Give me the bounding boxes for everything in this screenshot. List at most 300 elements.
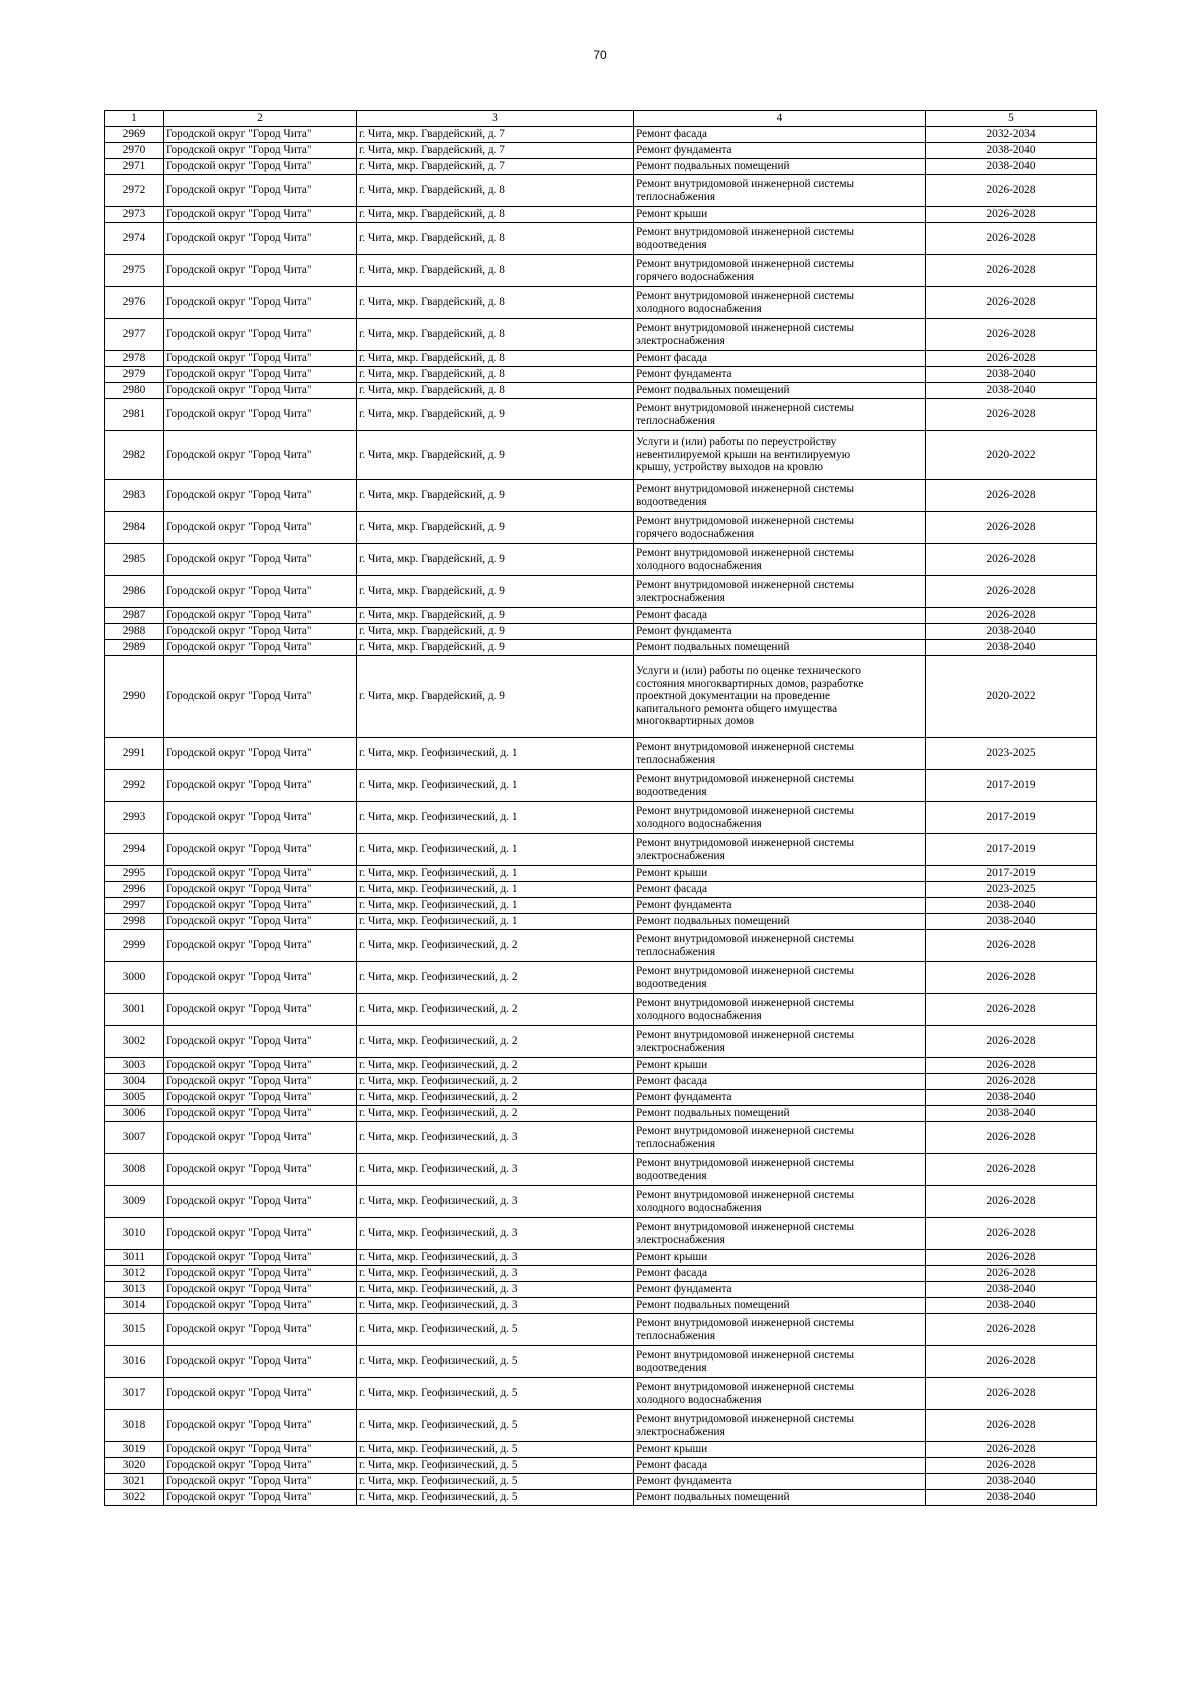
period-cell: 2020-2022 <box>926 431 1097 480</box>
address-cell: г. Чита, мкр. Геофизический, д. 2 <box>357 994 634 1026</box>
row-number: 3008 <box>105 1154 164 1186</box>
period-cell: 2017-2019 <box>926 834 1097 866</box>
row-number: 3015 <box>105 1314 164 1346</box>
address-cell: г. Чита, мкр. Гвардейский, д. 8 <box>357 383 634 399</box>
row-number: 2977 <box>105 319 164 351</box>
municipality-cell: Городской округ "Город Чита" <box>164 962 357 994</box>
row-number: 2979 <box>105 367 164 383</box>
address-cell: г. Чита, мкр. Гвардейский, д. 7 <box>357 159 634 175</box>
work-type-cell: Ремонт внутридомовой инженерной системы холодного водоснабжения <box>634 287 926 319</box>
municipality-cell: Городской округ "Город Чита" <box>164 882 357 898</box>
address-cell: г. Чита, мкр. Геофизический, д. 3 <box>357 1154 634 1186</box>
work-type-cell: Ремонт внутридомовой инженерной системы электроснабжения <box>634 576 926 608</box>
municipality-cell: Городской округ "Город Чита" <box>164 1314 357 1346</box>
municipality-cell: Городской округ "Город Чита" <box>164 770 357 802</box>
table-row <box>105 431 1097 480</box>
municipality-cell: Городской округ "Город Чита" <box>164 1346 357 1378</box>
table-row <box>105 1058 1097 1074</box>
address-cell: г. Чита, мкр. Гвардейский, д. 8 <box>357 223 634 255</box>
row-number: 2991 <box>105 738 164 770</box>
period-cell: 2023-2025 <box>926 738 1097 770</box>
municipality-cell: Городской округ "Город Чита" <box>164 127 357 143</box>
work-type-cell: Ремонт крыши <box>634 866 926 882</box>
address-cell: г. Чита, мкр. Геофизический, д. 3 <box>357 1282 634 1298</box>
municipality-cell: Городской округ "Город Чита" <box>164 512 357 544</box>
row-number: 3014 <box>105 1298 164 1314</box>
period-cell: 2032-2034 <box>926 127 1097 143</box>
municipality-cell: Городской округ "Город Чита" <box>164 431 357 480</box>
address-cell: г. Чита, мкр. Геофизический, д. 5 <box>357 1474 634 1490</box>
table-row <box>105 930 1097 962</box>
period-cell: 2026-2028 <box>926 1442 1097 1458</box>
period-cell: 2026-2028 <box>926 1154 1097 1186</box>
table-row <box>105 1154 1097 1186</box>
work-type-cell: Ремонт крыши <box>634 207 926 223</box>
table-row <box>105 287 1097 319</box>
row-number: 2995 <box>105 866 164 882</box>
row-number: 2971 <box>105 159 164 175</box>
table-row <box>105 1266 1097 1282</box>
row-number: 3002 <box>105 1026 164 1058</box>
work-type-cell: Ремонт крыши <box>634 1058 926 1074</box>
row-number: 2994 <box>105 834 164 866</box>
address-cell: г. Чита, мкр. Гвардейский, д. 7 <box>357 143 634 159</box>
period-cell: 2026-2028 <box>926 1058 1097 1074</box>
municipality-cell: Городской округ "Город Чита" <box>164 930 357 962</box>
address-cell: г. Чита, мкр. Геофизический, д. 5 <box>357 1346 634 1378</box>
work-type-cell: Ремонт внутридомовой инженерной системы теплоснабжения <box>634 738 926 770</box>
municipality-cell: Городской округ "Город Чита" <box>164 1090 357 1106</box>
period-cell: 2026-2028 <box>926 608 1097 624</box>
row-number: 3006 <box>105 1106 164 1122</box>
column-header-2: 2 <box>164 111 357 127</box>
work-type-cell: Ремонт внутридомовой инженерной системы теплоснабжения <box>634 1122 926 1154</box>
row-number: 2978 <box>105 351 164 367</box>
table-row <box>105 1490 1097 1506</box>
work-type-cell: Ремонт внутридомовой инженерной системы электроснабжения <box>634 319 926 351</box>
row-number: 3019 <box>105 1442 164 1458</box>
municipality-cell: Городской округ "Город Чита" <box>164 351 357 367</box>
address-cell: г. Чита, мкр. Геофизический, д. 3 <box>357 1266 634 1282</box>
work-type-cell: Ремонт внутридомовой инженерной системы водоотведения <box>634 1346 926 1378</box>
table-row <box>105 576 1097 608</box>
work-type-cell: Ремонт крыши <box>634 1442 926 1458</box>
work-type-cell: Ремонт фасада <box>634 1458 926 1474</box>
table-row <box>105 656 1097 738</box>
address-cell: г. Чита, мкр. Гвардейский, д. 8 <box>357 287 634 319</box>
address-cell: г. Чита, мкр. Геофизический, д. 1 <box>357 802 634 834</box>
work-type-cell: Ремонт внутридомовой инженерной системы электроснабжения <box>634 834 926 866</box>
address-cell: г. Чита, мкр. Геофизический, д. 2 <box>357 1074 634 1090</box>
period-cell: 2026-2028 <box>926 255 1097 287</box>
table-row <box>105 1186 1097 1218</box>
address-cell: г. Чита, мкр. Геофизический, д. 2 <box>357 1026 634 1058</box>
address-cell: г. Чита, мкр. Геофизический, д. 5 <box>357 1458 634 1474</box>
table-row <box>105 738 1097 770</box>
period-cell: 2026-2028 <box>926 1314 1097 1346</box>
row-number: 2990 <box>105 656 164 738</box>
table-row <box>105 1474 1097 1490</box>
table-row <box>105 624 1097 640</box>
table-row <box>105 962 1097 994</box>
work-type-cell: Ремонт внутридомовой инженерной системы водоотведения <box>634 480 926 512</box>
row-number: 3020 <box>105 1458 164 1474</box>
address-cell: г. Чита, мкр. Геофизический, д. 2 <box>357 1090 634 1106</box>
table-row <box>105 914 1097 930</box>
period-cell: 2026-2028 <box>926 480 1097 512</box>
table-row <box>105 255 1097 287</box>
table-row <box>105 802 1097 834</box>
period-cell: 2020-2022 <box>926 656 1097 738</box>
table-row <box>105 898 1097 914</box>
work-type-cell: Ремонт внутридомовой инженерной системы горячего водоснабжения <box>634 255 926 287</box>
work-type-cell: Ремонт внутридомовой инженерной системы водоотведения <box>634 770 926 802</box>
table-row <box>105 1314 1097 1346</box>
table-row <box>105 1298 1097 1314</box>
row-number: 3007 <box>105 1122 164 1154</box>
period-cell: 2023-2025 <box>926 882 1097 898</box>
municipality-cell: Городской округ "Город Чита" <box>164 544 357 576</box>
municipality-cell: Городской округ "Город Чита" <box>164 1186 357 1218</box>
row-number: 2972 <box>105 175 164 207</box>
work-type-cell: Ремонт внутридомовой инженерной системы холодного водоснабжения <box>634 994 926 1026</box>
page-number: 70 <box>593 48 607 62</box>
work-type-cell: Ремонт внутридомовой инженерной системы теплоснабжения <box>634 1314 926 1346</box>
period-cell: 2026-2028 <box>926 1458 1097 1474</box>
period-cell: 2026-2028 <box>926 512 1097 544</box>
row-number: 3000 <box>105 962 164 994</box>
row-number: 2988 <box>105 624 164 640</box>
work-type-cell: Ремонт фасада <box>634 351 926 367</box>
work-type-cell: Ремонт внутридомовой инженерной системы электроснабжения <box>634 1026 926 1058</box>
work-type-cell: Ремонт подвальных помещений <box>634 1106 926 1122</box>
table-row <box>105 143 1097 159</box>
table-row <box>105 1090 1097 1106</box>
municipality-cell: Городской округ "Город Чита" <box>164 640 357 656</box>
period-cell: 2038-2040 <box>926 159 1097 175</box>
period-cell: 2017-2019 <box>926 770 1097 802</box>
period-cell: 2038-2040 <box>926 1282 1097 1298</box>
municipality-cell: Городской округ "Город Чита" <box>164 143 357 159</box>
work-type-cell: Ремонт фундамента <box>634 1090 926 1106</box>
period-cell: 2026-2028 <box>926 1346 1097 1378</box>
work-type-cell: Ремонт внутридомовой инженерной системы теплоснабжения <box>634 930 926 962</box>
table-row <box>105 383 1097 399</box>
period-cell: 2026-2028 <box>926 930 1097 962</box>
period-cell: 2038-2040 <box>926 914 1097 930</box>
table-row <box>105 544 1097 576</box>
address-cell: г. Чита, мкр. Гвардейский, д. 8 <box>357 207 634 223</box>
row-number: 2998 <box>105 914 164 930</box>
address-cell: г. Чита, мкр. Геофизический, д. 5 <box>357 1490 634 1506</box>
row-number: 2989 <box>105 640 164 656</box>
address-cell: г. Чита, мкр. Геофизический, д. 3 <box>357 1218 634 1250</box>
row-number: 2985 <box>105 544 164 576</box>
period-cell: 2038-2040 <box>926 1106 1097 1122</box>
table-row <box>105 1442 1097 1458</box>
municipality-cell: Городской округ "Город Чита" <box>164 1266 357 1282</box>
row-number: 3010 <box>105 1218 164 1250</box>
address-cell: г. Чита, мкр. Геофизический, д. 2 <box>357 930 634 962</box>
period-cell: 2026-2028 <box>926 1266 1097 1282</box>
work-type-cell: Ремонт подвальных помещений <box>634 1490 926 1506</box>
table-row <box>105 1218 1097 1250</box>
work-type-cell: Ремонт подвальных помещений <box>634 383 926 399</box>
address-cell: г. Чита, мкр. Гвардейский, д. 9 <box>357 640 634 656</box>
period-cell: 2038-2040 <box>926 624 1097 640</box>
column-header-4: 4 <box>634 111 926 127</box>
period-cell: 2017-2019 <box>926 866 1097 882</box>
municipality-cell: Городской округ "Город Чита" <box>164 738 357 770</box>
work-type-cell: Ремонт внутридомовой инженерной системы водоотведения <box>634 962 926 994</box>
municipality-cell: Городской округ "Город Чита" <box>164 1490 357 1506</box>
municipality-cell: Городской округ "Город Чита" <box>164 1058 357 1074</box>
municipality-cell: Городской округ "Город Чита" <box>164 1218 357 1250</box>
table-row <box>105 175 1097 207</box>
address-cell: г. Чита, мкр. Гвардейский, д. 9 <box>357 512 634 544</box>
table-row <box>105 480 1097 512</box>
municipality-cell: Городской округ "Город Чита" <box>164 802 357 834</box>
address-cell: г. Чита, мкр. Геофизический, д. 2 <box>357 962 634 994</box>
table-row <box>105 1122 1097 1154</box>
row-number: 2992 <box>105 770 164 802</box>
table-row <box>105 1026 1097 1058</box>
work-type-cell: Ремонт фундамента <box>634 1282 926 1298</box>
address-cell: г. Чита, мкр. Гвардейский, д. 8 <box>357 255 634 287</box>
header-row <box>105 111 1097 127</box>
address-cell: г. Чита, мкр. Геофизический, д. 3 <box>357 1250 634 1266</box>
table-row <box>105 351 1097 367</box>
address-cell: г. Чита, мкр. Гвардейский, д. 9 <box>357 608 634 624</box>
municipality-cell: Городской округ "Город Чита" <box>164 914 357 930</box>
row-number: 2983 <box>105 480 164 512</box>
row-number: 3003 <box>105 1058 164 1074</box>
period-cell: 2038-2040 <box>926 1090 1097 1106</box>
row-number: 3001 <box>105 994 164 1026</box>
address-cell: г. Чита, мкр. Геофизический, д. 5 <box>357 1378 634 1410</box>
address-cell: г. Чита, мкр. Гвардейский, д. 9 <box>357 624 634 640</box>
table-row <box>105 1458 1097 1474</box>
municipality-cell: Городской округ "Город Чита" <box>164 255 357 287</box>
period-cell: 2026-2028 <box>926 287 1097 319</box>
table-row <box>105 994 1097 1026</box>
row-number: 2993 <box>105 802 164 834</box>
row-number: 2986 <box>105 576 164 608</box>
address-cell: г. Чита, мкр. Геофизический, д. 1 <box>357 770 634 802</box>
capital-repair-table <box>104 110 1097 1506</box>
table-row <box>105 770 1097 802</box>
address-cell: г. Чита, мкр. Геофизический, д. 2 <box>357 1058 634 1074</box>
address-cell: г. Чита, мкр. Гвардейский, д. 9 <box>357 480 634 512</box>
table-row <box>105 640 1097 656</box>
work-type-cell: Ремонт внутридомовой инженерной системы горячего водоснабжения <box>634 512 926 544</box>
municipality-cell: Городской округ "Город Чита" <box>164 898 357 914</box>
period-cell: 2026-2028 <box>926 1074 1097 1090</box>
work-type-cell: Ремонт внутридомовой инженерной системы холодного водоснабжения <box>634 544 926 576</box>
municipality-cell: Городской округ "Город Чита" <box>164 1298 357 1314</box>
address-cell: г. Чита, мкр. Гвардейский, д. 8 <box>357 175 634 207</box>
period-cell: 2026-2028 <box>926 319 1097 351</box>
address-cell: г. Чита, мкр. Геофизический, д. 5 <box>357 1314 634 1346</box>
table-row <box>105 223 1097 255</box>
work-type-cell: Ремонт внутридомовой инженерной системы теплоснабжения <box>634 399 926 431</box>
column-header-1: 1 <box>105 111 164 127</box>
municipality-cell: Городской округ "Город Чита" <box>164 624 357 640</box>
table-row <box>105 1074 1097 1090</box>
work-type-cell: Ремонт внутридомовой инженерной системы электроснабжения <box>634 1410 926 1442</box>
row-number: 2976 <box>105 287 164 319</box>
table-row <box>105 1250 1097 1266</box>
table-row <box>105 512 1097 544</box>
municipality-cell: Городской округ "Город Чита" <box>164 1154 357 1186</box>
work-type-cell: Ремонт внутридомовой инженерной системы холодного водоснабжения <box>634 802 926 834</box>
municipality-cell: Городской округ "Город Чита" <box>164 834 357 866</box>
period-cell: 2026-2028 <box>926 1410 1097 1442</box>
period-cell: 2038-2040 <box>926 143 1097 159</box>
period-cell: 2026-2028 <box>926 962 1097 994</box>
row-number: 3011 <box>105 1250 164 1266</box>
work-type-cell: Ремонт подвальных помещений <box>634 914 926 930</box>
row-number: 3017 <box>105 1378 164 1410</box>
work-type-cell: Ремонт фундамента <box>634 1474 926 1490</box>
table-row <box>105 1410 1097 1442</box>
address-cell: г. Чита, мкр. Геофизический, д. 2 <box>357 1106 634 1122</box>
period-cell: 2026-2028 <box>926 994 1097 1026</box>
address-cell: г. Чита, мкр. Геофизический, д. 1 <box>357 866 634 882</box>
period-cell: 2038-2040 <box>926 1490 1097 1506</box>
work-type-cell: Ремонт фундамента <box>634 367 926 383</box>
municipality-cell: Городской округ "Город Чита" <box>164 1282 357 1298</box>
address-cell: г. Чита, мкр. Гвардейский, д. 9 <box>357 656 634 738</box>
period-cell: 2026-2028 <box>926 1026 1097 1058</box>
municipality-cell: Городской округ "Город Чита" <box>164 994 357 1026</box>
work-type-cell: Ремонт фундамента <box>634 898 926 914</box>
table-row <box>105 159 1097 175</box>
work-type-cell: Ремонт фасада <box>634 608 926 624</box>
work-type-cell: Ремонт подвальных помещений <box>634 159 926 175</box>
table-row <box>105 882 1097 898</box>
period-cell: 2038-2040 <box>926 898 1097 914</box>
period-cell: 2026-2028 <box>926 1250 1097 1266</box>
column-header-3: 3 <box>357 111 634 127</box>
municipality-cell: Городской округ "Город Чита" <box>164 1442 357 1458</box>
municipality-cell: Городской округ "Город Чита" <box>164 1026 357 1058</box>
row-number: 3005 <box>105 1090 164 1106</box>
row-number: 2999 <box>105 930 164 962</box>
period-cell: 2038-2040 <box>926 1298 1097 1314</box>
table-body <box>105 127 1097 1506</box>
period-cell: 2026-2028 <box>926 1218 1097 1250</box>
row-number: 2982 <box>105 431 164 480</box>
address-cell: г. Чита, мкр. Геофизический, д. 1 <box>357 834 634 866</box>
row-number: 3018 <box>105 1410 164 1442</box>
table-row <box>105 367 1097 383</box>
period-cell: 2026-2028 <box>926 399 1097 431</box>
period-cell: 2026-2028 <box>926 351 1097 367</box>
municipality-cell: Городской округ "Город Чита" <box>164 159 357 175</box>
table-row <box>105 1378 1097 1410</box>
address-cell: г. Чита, мкр. Гвардейский, д. 8 <box>357 319 634 351</box>
table-row <box>105 1346 1097 1378</box>
period-cell: 2026-2028 <box>926 207 1097 223</box>
address-cell: г. Чита, мкр. Гвардейский, д. 9 <box>357 431 634 480</box>
work-type-cell: Ремонт внутридомовой инженерной системы теплоснабжения <box>634 175 926 207</box>
municipality-cell: Городской округ "Город Чита" <box>164 383 357 399</box>
period-cell: 2026-2028 <box>926 1122 1097 1154</box>
period-cell: 2026-2028 <box>926 576 1097 608</box>
address-cell: г. Чита, мкр. Геофизический, д. 1 <box>357 738 634 770</box>
address-cell: г. Чита, мкр. Гвардейский, д. 8 <box>357 351 634 367</box>
municipality-cell: Городской округ "Город Чита" <box>164 1474 357 1490</box>
municipality-cell: Городской округ "Город Чита" <box>164 1410 357 1442</box>
municipality-cell: Городской округ "Город Чита" <box>164 1250 357 1266</box>
work-type-cell: Ремонт внутридомовой инженерной системы водоотведения <box>634 223 926 255</box>
period-cell: 2038-2040 <box>926 367 1097 383</box>
municipality-cell: Городской округ "Город Чита" <box>164 207 357 223</box>
work-type-cell: Ремонт крыши <box>634 1250 926 1266</box>
row-number: 2996 <box>105 882 164 898</box>
row-number: 2974 <box>105 223 164 255</box>
municipality-cell: Городской округ "Город Чита" <box>164 1074 357 1090</box>
row-number: 2981 <box>105 399 164 431</box>
table-row <box>105 834 1097 866</box>
municipality-cell: Городской округ "Город Чита" <box>164 287 357 319</box>
period-cell: 2017-2019 <box>926 802 1097 834</box>
work-type-cell: Ремонт фундамента <box>634 143 926 159</box>
period-cell: 2026-2028 <box>926 1186 1097 1218</box>
municipality-cell: Городской округ "Город Чита" <box>164 223 357 255</box>
row-number: 2984 <box>105 512 164 544</box>
row-number: 2987 <box>105 608 164 624</box>
municipality-cell: Городской округ "Город Чита" <box>164 866 357 882</box>
table-row <box>105 127 1097 143</box>
address-cell: г. Чита, мкр. Геофизический, д. 5 <box>357 1442 634 1458</box>
municipality-cell: Городской округ "Город Чита" <box>164 367 357 383</box>
address-cell: г. Чита, мкр. Геофизический, д. 1 <box>357 882 634 898</box>
address-cell: г. Чита, мкр. Гвардейский, д. 7 <box>357 127 634 143</box>
row-number: 3013 <box>105 1282 164 1298</box>
work-type-cell: Ремонт фасада <box>634 1266 926 1282</box>
period-cell: 2038-2040 <box>926 383 1097 399</box>
municipality-cell: Городской округ "Город Чита" <box>164 656 357 738</box>
row-number: 3016 <box>105 1346 164 1378</box>
address-cell: г. Чита, мкр. Гвардейский, д. 9 <box>357 544 634 576</box>
municipality-cell: Городской округ "Город Чита" <box>164 608 357 624</box>
table-row <box>105 207 1097 223</box>
municipality-cell: Городской округ "Город Чита" <box>164 1378 357 1410</box>
period-cell: 2038-2040 <box>926 1474 1097 1490</box>
row-number: 3004 <box>105 1074 164 1090</box>
work-type-cell: Ремонт внутридомовой инженерной системы электроснабжения <box>634 1218 926 1250</box>
table-row <box>105 608 1097 624</box>
work-type-cell: Услуги и (или) работы по переустройству невентилируемой крыши на вентилируемую крышу, устройству выходов на кровлю <box>634 431 926 480</box>
row-number: 3009 <box>105 1186 164 1218</box>
period-cell: 2026-2028 <box>926 175 1097 207</box>
row-number: 3022 <box>105 1490 164 1506</box>
period-cell: 2026-2028 <box>926 223 1097 255</box>
address-cell: г. Чита, мкр. Геофизический, д. 3 <box>357 1298 634 1314</box>
municipality-cell: Городской округ "Город Чита" <box>164 175 357 207</box>
period-cell: 2026-2028 <box>926 1378 1097 1410</box>
table-row <box>105 399 1097 431</box>
municipality-cell: Городской округ "Город Чита" <box>164 1458 357 1474</box>
period-cell: 2026-2028 <box>926 544 1097 576</box>
column-header-5: 5 <box>926 111 1097 127</box>
table-row <box>105 1282 1097 1298</box>
municipality-cell: Городской округ "Город Чита" <box>164 480 357 512</box>
row-number: 3021 <box>105 1474 164 1490</box>
address-cell: г. Чита, мкр. Геофизический, д. 3 <box>357 1186 634 1218</box>
